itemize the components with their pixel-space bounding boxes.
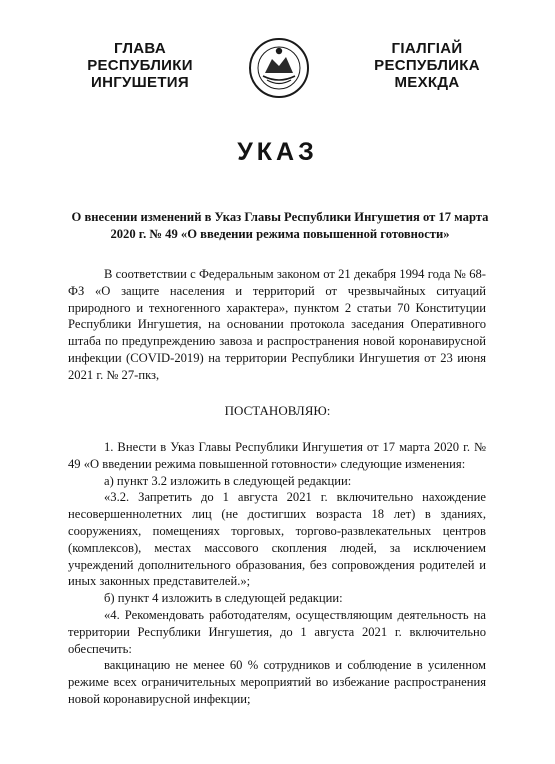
issuer-line: ГЛАВА [114, 40, 166, 57]
subject-line: 2020 г. № 49 «О введении режима повышенной готовности» [110, 227, 450, 241]
item-paragraph: 1. Внести в Указ Главы Республики Ингушетия от 17 марта 2020 г. № 49 «О введении режима повышенной готовности» следующие изменения: [68, 440, 486, 471]
issuer-line: ИНГУШЕТИЯ [91, 74, 189, 91]
item-paragraph: б) пункт 4 изложить в следующей редакции: [104, 591, 343, 606]
decree-word: ПОСТАНОВЛЯЮ: [224, 403, 331, 418]
preamble-text: В соответствии с Федеральным законом от 21 декабря 1994 года № 68-ФЗ «О защите населения и территорий от чрезвычайных ситуаций природного и техногенного характера», пунктом 2 статьи 70 Конституции Республики Ингушетия, на основании протокола заседания Оперативного штаба по предупреждению завоза и распространения новой коронавирусной инфекции (COVID-2019) на территории Республики Ингушетия от 23 июня 2021 г. № 27-пкз, [68, 267, 486, 382]
issuer-line: МЕХКДА [394, 74, 460, 91]
issuer-line: РЕСПУБЛИКА [374, 57, 480, 74]
subject-line: О внесении изменений в Указ Главы Республики Ингушетия от 17 марта [71, 210, 489, 224]
document-subject [70, 209, 490, 243]
item-paragraph: вакцинацию не менее 60 % сотрудников и соблюдение в усиленном режиме всех ограничительных мероприятий во избежание распространения новой коронавирусной инфекции; [68, 658, 486, 706]
republic-emblem-icon [248, 35, 310, 101]
preamble [68, 266, 486, 384]
issuer-title-russian [65, 40, 215, 91]
issuer-line: РЕСПУБЛИКИ [87, 57, 193, 74]
issuer-line: ГIАЛГIАЙ [391, 40, 463, 57]
item-paragraph: а) пункт 3.2 изложить в следующей редакции: [104, 473, 352, 488]
item-paragraph: «4. Рекомендовать работодателям, осуществляющим деятельность на территории Республики Ингушетия, до 1 августа 2021 г. включительно обеспечить: [68, 607, 486, 656]
issuer-title-ingush [352, 40, 502, 91]
decree-items [68, 439, 486, 708]
item-paragraph: «3.2. Запретить до 1 августа 2021 г. включительно нахождение несовершеннолетних лиц (не достигших возраста 18 лет) в зданиях, сооружениях, помещениях торговых, торгово-развлекательных центров (комплексов), местах массового скопления людей, за исключением учреждений дополнительного образования, без сопровождения родителей и иных законных представителей.»; [68, 490, 486, 589]
document-title: УКАЗ [237, 138, 318, 166]
